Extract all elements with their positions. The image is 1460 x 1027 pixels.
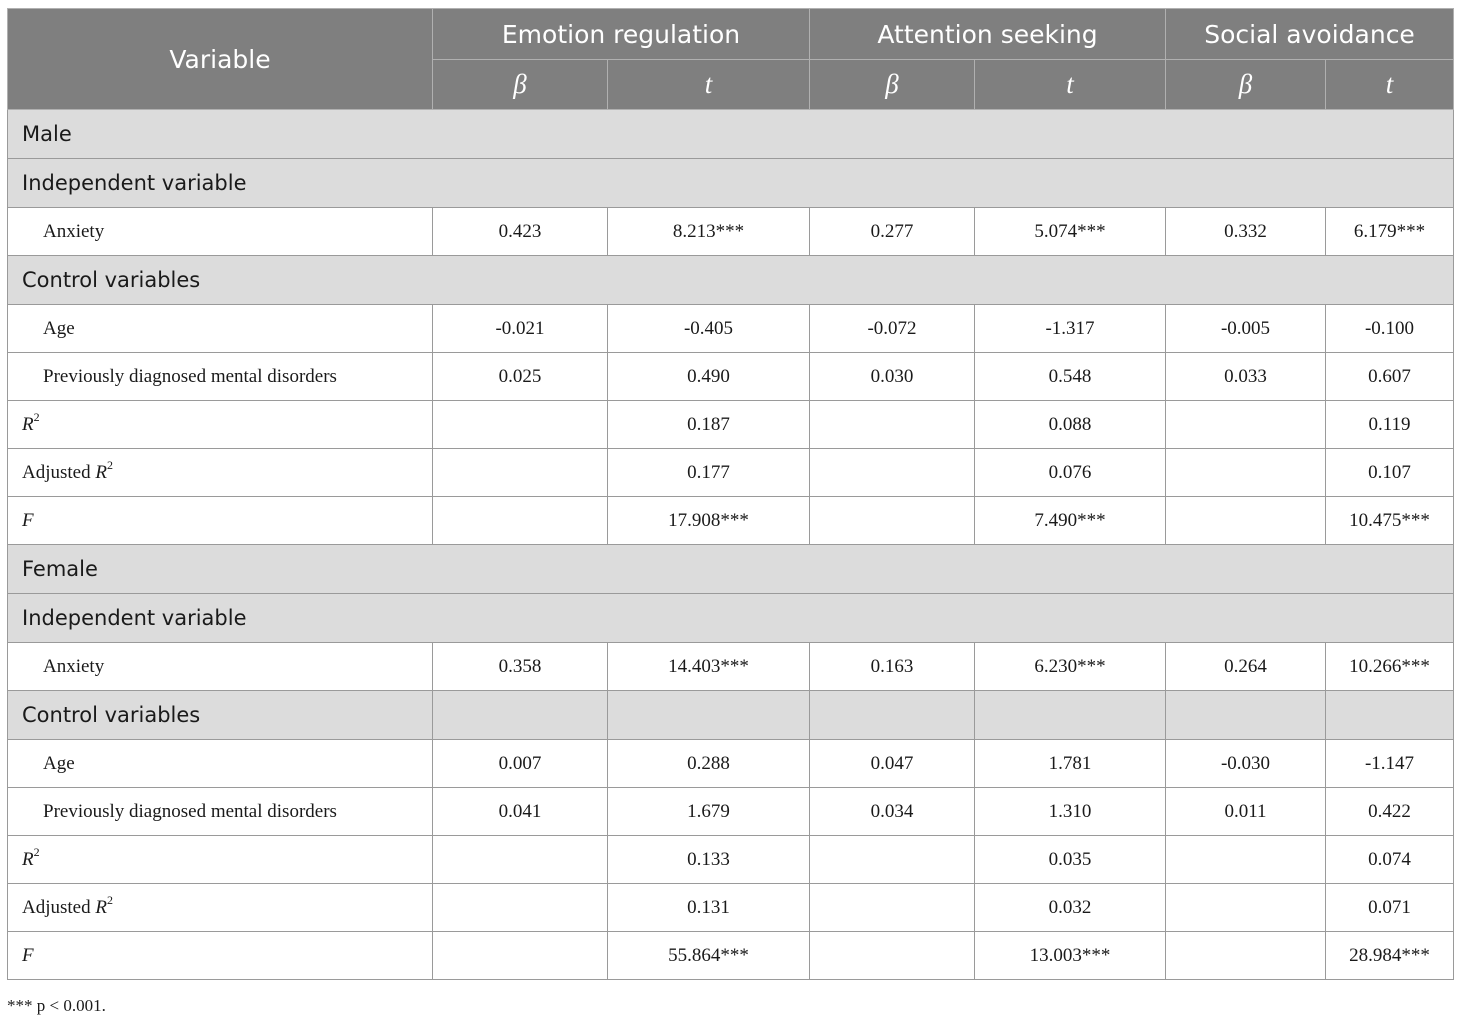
table-cell [810,932,975,980]
table-cell [1166,932,1326,980]
table-cell [810,401,975,449]
table-row [8,208,1454,256]
table-cell: 1.781 [975,740,1166,788]
table-row [8,884,1454,932]
table-cell: 0.422 [1326,788,1454,836]
subsection-row [8,256,1454,305]
table-cell: 10.266*** [1326,643,1454,691]
table-cell: 0.035 [975,836,1166,884]
table-cell [1166,836,1326,884]
table-cell: 5.074*** [975,208,1166,256]
table-body [8,110,1454,980]
row-label: Previously diagnosed mental disorders [8,788,433,836]
table-cell: -0.405 [608,305,810,353]
table-cell: 0.119 [1326,401,1454,449]
table-cell: 0.358 [433,643,608,691]
table-cell: -0.030 [1166,740,1326,788]
row-label: Age [8,305,433,353]
table-cell [1166,884,1326,932]
table-cell [975,691,1166,740]
table-cell: 0.133 [608,836,810,884]
beta-header: β [810,60,975,110]
subsection-row [8,691,1454,740]
table-cell: 10.475*** [1326,497,1454,545]
table-cell [810,691,975,740]
table-cell: 0.033 [1166,353,1326,401]
subsection-label: Control variables [8,256,1454,305]
row-label: F [8,932,433,980]
table-cell: 0.131 [608,884,810,932]
table-cell [1326,691,1454,740]
table-cell: 0.423 [433,208,608,256]
row-label: $R^2$ [8,401,433,449]
table-cell [810,497,975,545]
section-row-male [8,110,1454,159]
table-cell: 0.034 [810,788,975,836]
table-row [8,836,1454,884]
table-cell [433,836,608,884]
table-cell: -0.005 [1166,305,1326,353]
table-row [8,932,1454,980]
table-cell: 0.288 [608,740,810,788]
subsection-label: Control variables [8,691,433,740]
table-cell: 1.679 [608,788,810,836]
row-label: Age [8,740,433,788]
table-cell: 0.187 [608,401,810,449]
table-cell: 0.025 [433,353,608,401]
table-row [8,740,1454,788]
table-header [8,9,1454,110]
table-cell: 0.607 [1326,353,1454,401]
table-cell: 14.403*** [608,643,810,691]
table-cell: 0.163 [810,643,975,691]
table-cell [1166,497,1326,545]
table-row [8,643,1454,691]
social-avoidance-header: Social avoidance [1166,9,1454,60]
row-label: Adjusted $R^2$ [8,449,433,497]
table-cell [433,449,608,497]
table-cell [810,884,975,932]
emotion-regulation-header: Emotion regulation [433,9,810,60]
table-cell: 0.548 [975,353,1166,401]
subsection-label: Independent variable [8,159,1454,208]
table-cell: 0.277 [810,208,975,256]
regression-table [7,8,1454,980]
subsection-row [8,594,1454,643]
table-cell: -0.100 [1326,305,1454,353]
table-cell: -1.147 [1326,740,1454,788]
table-cell [433,691,608,740]
section-row-female [8,545,1454,594]
table-cell [608,691,810,740]
table-row [8,401,1454,449]
table-cell: 0.041 [433,788,608,836]
table-cell: 7.490*** [975,497,1166,545]
t-header: t [975,60,1166,110]
table-cell: 0.490 [608,353,810,401]
table-cell [1166,691,1326,740]
table-cell: 0.047 [810,740,975,788]
table-cell: 0.007 [433,740,608,788]
table-row [8,449,1454,497]
table-cell: 0.076 [975,449,1166,497]
table-cell: -1.317 [975,305,1166,353]
beta-header: β [433,60,608,110]
row-label: Adjusted $R^2$ [8,884,433,932]
table-cell: 8.213*** [608,208,810,256]
row-label: F [8,497,433,545]
table-cell: 0.032 [975,884,1166,932]
table-cell: 0.264 [1166,643,1326,691]
table-cell: 0.088 [975,401,1166,449]
table-cell: 55.864*** [608,932,810,980]
variable-column-header: Variable [8,9,433,110]
subsection-label: Independent variable [8,594,1454,643]
attention-seeking-header: Attention seeking [810,9,1166,60]
beta-header: β [1166,60,1326,110]
t-header: t [1326,60,1454,110]
table-cell: 17.908*** [608,497,810,545]
table-row [8,305,1454,353]
table-row [8,497,1454,545]
subsection-row [8,159,1454,208]
table-cell: 28.984*** [1326,932,1454,980]
table-row [8,353,1454,401]
row-label: Previously diagnosed mental disorders [8,353,433,401]
table-cell: -0.021 [433,305,608,353]
regression-table-container [7,8,1453,980]
table-cell: 6.179*** [1326,208,1454,256]
table-footnote: *** p < 0.001. [7,996,106,1015]
table-cell: 0.177 [608,449,810,497]
table-cell: 0.011 [1166,788,1326,836]
row-label: Anxiety [8,643,433,691]
table-cell [810,449,975,497]
row-label: $R^2$ [8,836,433,884]
table-row [8,788,1454,836]
section-label: Female [8,545,1454,594]
row-label: Anxiety [8,208,433,256]
table-cell [1166,401,1326,449]
table-cell: 0.074 [1326,836,1454,884]
table-cell [433,497,608,545]
table-cell [433,401,608,449]
table-cell: -0.072 [810,305,975,353]
table-cell [1166,449,1326,497]
table-cell: 0.030 [810,353,975,401]
table-cell: 0.332 [1166,208,1326,256]
table-cell: 1.310 [975,788,1166,836]
table-cell [433,932,608,980]
table-cell: 0.107 [1326,449,1454,497]
table-cell [433,884,608,932]
table-cell: 13.003*** [975,932,1166,980]
section-label: Male [8,110,1454,159]
t-header: t [608,60,810,110]
table-cell: 0.071 [1326,884,1454,932]
table-cell [810,836,975,884]
table-cell: 6.230*** [975,643,1166,691]
